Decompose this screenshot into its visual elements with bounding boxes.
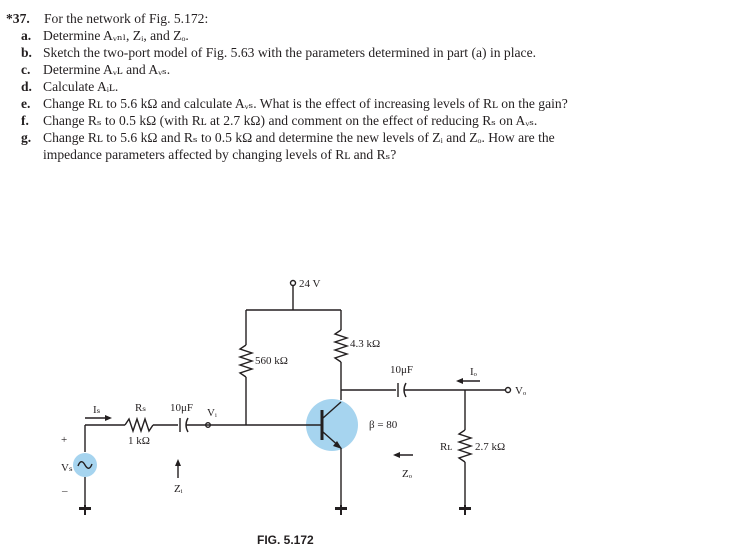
vo-terminal[interactable] bbox=[506, 388, 511, 393]
vs-label: Vₛ bbox=[61, 462, 73, 474]
rl-resistor bbox=[459, 430, 471, 462]
zo-arrow bbox=[393, 452, 413, 458]
supply-wiring bbox=[246, 281, 341, 346]
problem-number: *37. bbox=[6, 11, 30, 26]
rs-resistor bbox=[125, 419, 153, 431]
vi-label: Vᵢ bbox=[207, 407, 217, 419]
part-b: b. Sketch the two-port model of Fig. 5.63 with the parameters determined in part (a) in place. bbox=[21, 45, 537, 60]
part-e: e. Change Rʟ to 5.6 kΩ and calculate Aᵥₛ. What is the effect of increasing levels of Rʟ on the gain? bbox=[21, 96, 568, 111]
rb-resistor bbox=[240, 345, 252, 377]
part-g: g. Change Rʟ to 5.6 kΩ and Rₛ to 0.5 kΩ and determine the new levels of Zᵢ and Zₒ. How are the impedance parameters affected by changing levels of Rʟ and Rₛ? bbox=[21, 130, 555, 162]
zi-arrow bbox=[175, 459, 181, 478]
rc-resistor bbox=[335, 330, 347, 362]
vo-label: Vₒ bbox=[515, 385, 527, 397]
rl-label: 2.7 kΩ bbox=[475, 441, 506, 453]
vcc-label: 24 V bbox=[299, 278, 321, 290]
zi-label: Zᵢ bbox=[174, 483, 183, 495]
bjt-transistor bbox=[246, 399, 358, 451]
zo-label: Zₒ bbox=[402, 468, 412, 480]
cout-label: 10μF bbox=[390, 364, 414, 376]
is-label: Iₛ bbox=[93, 404, 101, 416]
part-f: f. Change Rₛ to 0.5 kΩ (with Rʟ at 2.7 kΩ) and comment on the effect of reducing Rₛ on Aᵥₛ. bbox=[21, 113, 538, 128]
part-d: d. Calculate Aᵢʟ. bbox=[21, 79, 119, 94]
vs-plus: + bbox=[61, 434, 68, 446]
figure-caption: FIG. 5.172 bbox=[257, 533, 314, 547]
part-c: c. Determine Aᵥʟ and Aᵥₛ. bbox=[21, 62, 171, 77]
rl-name: Rʟ bbox=[440, 441, 453, 453]
vs-minus: – bbox=[62, 485, 68, 497]
vs-source bbox=[73, 453, 97, 477]
rc-label: 4.3 kΩ bbox=[350, 338, 381, 350]
cin-label: 10μF bbox=[170, 402, 194, 414]
beta-label: β = 80 bbox=[369, 419, 398, 431]
io-label: Iₒ bbox=[470, 366, 477, 378]
rs-label: 1 kΩ bbox=[128, 435, 150, 447]
rs-name: Rₛ bbox=[135, 402, 147, 414]
ground-symbols bbox=[79, 505, 471, 515]
rb-label: 560 kΩ bbox=[255, 355, 288, 367]
problem-intro: For the network of Fig. 5.172: bbox=[44, 11, 209, 26]
part-a: a. Determine Aᵥₙₗ, Zᵢ, and Zₒ. bbox=[21, 28, 189, 43]
io-arrow bbox=[456, 378, 480, 384]
